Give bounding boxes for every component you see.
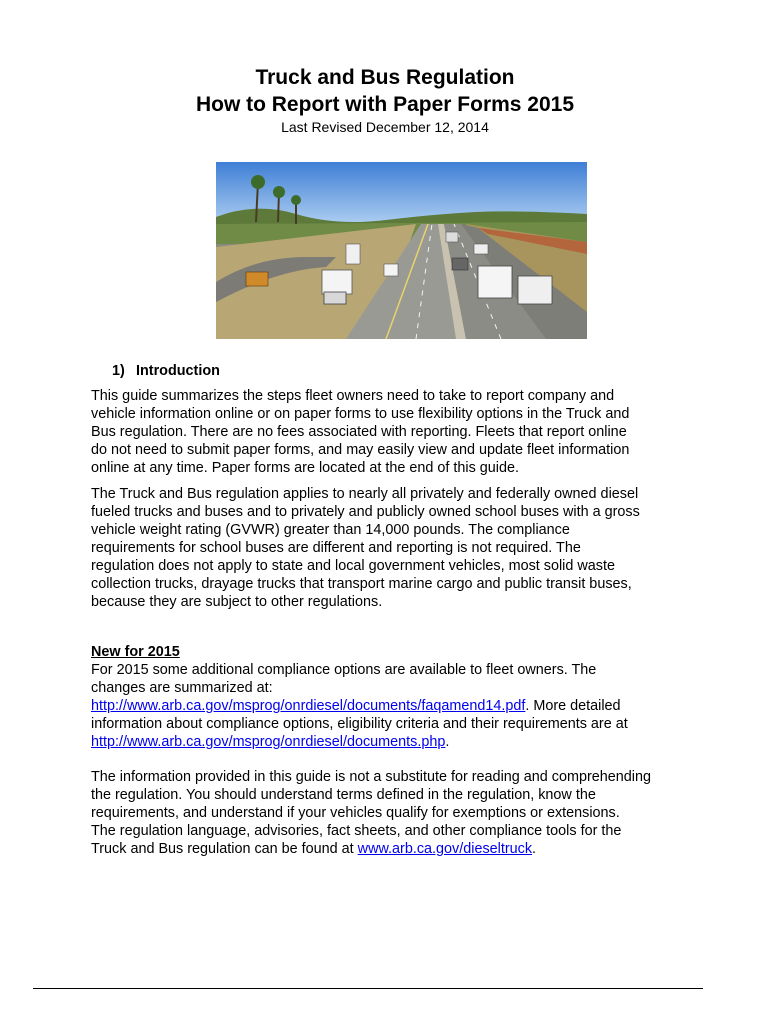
text-line: This guide summarizes the steps fleet owners need to take to report company and <box>91 388 615 404</box>
text-line: collection trucks, drayage trucks that transport marine cargo and public transit buses, <box>91 576 632 592</box>
text-line: changes are summarized at: <box>91 680 273 696</box>
new-for-2015-heading: New for 2015 <box>91 644 180 660</box>
text-line: do not need to submit paper forms, and may easily view and update fleet information <box>91 442 630 458</box>
text-line: requirements for school buses are different and reporting is not required. The <box>91 540 581 556</box>
text-fragment: Truck and Bus regulation can be found at <box>91 841 358 857</box>
intro-paragraph-1 <box>91 387 691 477</box>
text-line: because they are subject to other regulations. <box>91 594 383 610</box>
text-line: vehicle weight rating (GVWR) greater than 14,000 pounds. The compliance <box>91 522 570 538</box>
faq-amendments-link[interactable]: http://www.arb.ca.gov/msprog/onrdiesel/documents/faqamend14.pdf <box>91 698 526 714</box>
text-fragment: . <box>532 841 537 857</box>
text-line: fueled trucks and buses and to privately and publicly owned school buses with a gross <box>91 504 640 520</box>
text-line: Bus regulation. There are no fees associated with reporting. Fleets that report online <box>91 424 627 440</box>
section-heading-introduction <box>112 362 220 380</box>
disclaimer-paragraph <box>91 768 691 858</box>
new-for-2015-paragraph <box>91 661 691 751</box>
text-line: regulation does not apply to state and local government vehicles, most solid waste <box>91 558 615 574</box>
text-line <box>91 697 691 715</box>
text-line: The information provided in this guide is not a substitute for reading and comprehending <box>91 769 651 785</box>
revision-date: Last Revised December 12, 2014 <box>281 119 489 135</box>
text-line: The Truck and Bus regulation applies to nearly all privately and federally owned diesel <box>91 486 639 502</box>
text-line: online at any time. Paper forms are located at the end of this guide. <box>91 460 519 476</box>
text-line: the regulation. You should understand terms defined in the regulation, know the <box>91 787 596 803</box>
section-title: Introduction <box>136 363 220 379</box>
dieseltruck-link[interactable]: www.arb.ca.gov/dieseltruck <box>357 841 533 857</box>
text-line: For 2015 some additional compliance options are available to fleet owners. The <box>91 662 597 678</box>
text-line: The regulation language, advisories, fact sheets, and other compliance tools for the <box>91 823 622 839</box>
text-line: vehicle information online or on paper forms to use flexibility options in the Truck and <box>91 406 630 422</box>
footer-divider <box>33 988 703 989</box>
text-fragment: . More detailed <box>525 698 621 714</box>
text-line <box>91 733 691 751</box>
documents-link[interactable]: http://www.arb.ca.gov/msprog/onrdiesel/documents.php <box>91 734 446 750</box>
text-line: information about compliance options, eligibility criteria and their requirements are at <box>91 716 628 732</box>
intro-paragraph-2 <box>91 485 691 611</box>
highway-trucks-photo <box>216 162 587 339</box>
section-number: 1) <box>112 363 125 379</box>
text-line: requirements, and understand if your vehicles qualify for exemptions or extensions. <box>91 805 620 821</box>
text-line <box>91 840 691 858</box>
document-title: Truck and Bus Regulation <box>255 66 515 89</box>
document-subtitle: How to Report with Paper Forms 2015 <box>195 93 575 116</box>
text-fragment: . <box>445 734 450 750</box>
